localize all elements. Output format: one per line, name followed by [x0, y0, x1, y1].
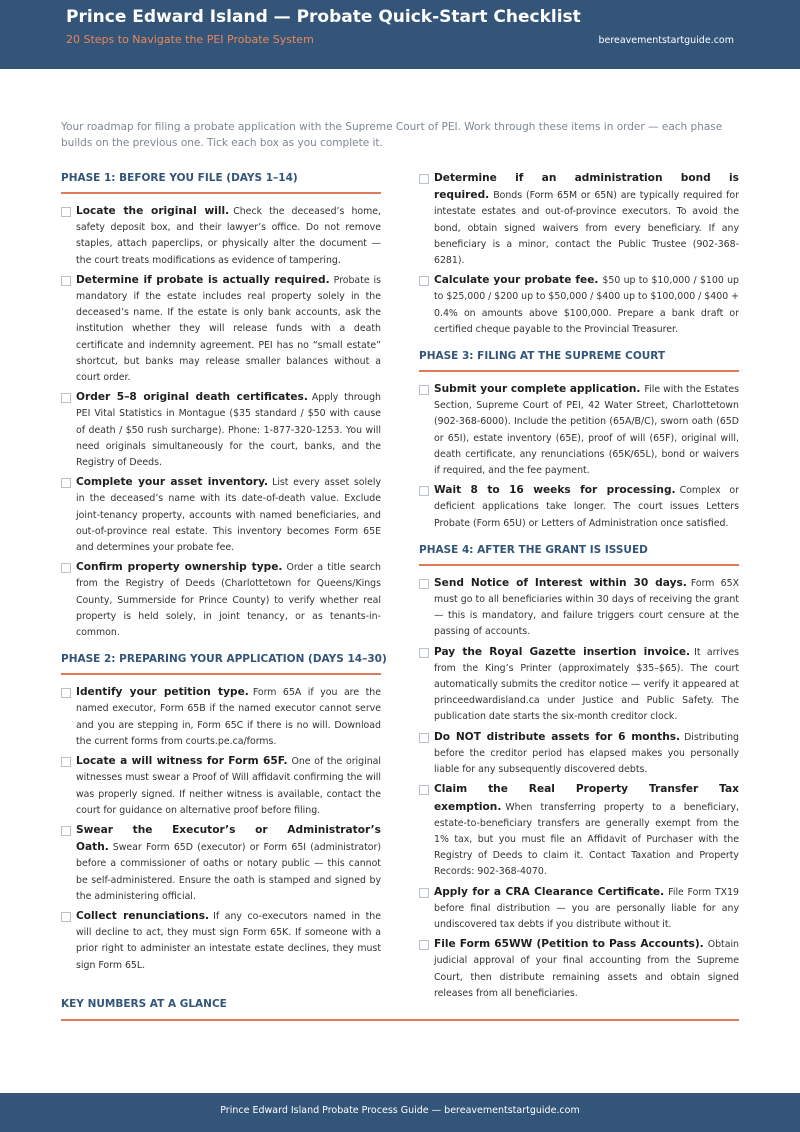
- item-title: Submit your complete application.: [434, 383, 641, 396]
- item-text: [434, 272, 739, 338]
- checkbox[interactable]: [61, 688, 71, 698]
- checkbox[interactable]: [61, 207, 71, 217]
- item-text: [434, 575, 739, 641]
- checklist-item: [61, 908, 381, 974]
- item-title: Complete your asset inventory.: [76, 476, 269, 489]
- checkbox[interactable]: [419, 579, 429, 589]
- checkbox[interactable]: [61, 757, 71, 767]
- page-header: [0, 0, 800, 69]
- item-description: Form 65X must go to all beneficiaries within 30 days of receiving the grant — this is mandatory, and failure triggers court censure at the passing of accounts.: [434, 577, 740, 638]
- checklist-item: [61, 684, 381, 750]
- item-description: Obtain judicial approval of your final accounting from the Supreme Court, then distribute remaining assets and obtain signed releases from all beneficiaries.: [434, 939, 739, 999]
- item-description: $50 up to $10,000 / $100 up to $25,000 / $200 up to $50,000 / $400 up to $100,000 / $400 + 0.4% on amounts above $100,000. Prepare a bank draft or certified cheque payable to the Provincial Treasurer.: [434, 275, 739, 335]
- checklist-item: [61, 272, 381, 386]
- item-title: Collect renunciations.: [76, 909, 210, 922]
- item-title: Confirm property ownership type.: [76, 561, 283, 574]
- checklist-item: [61, 474, 381, 556]
- checkbox[interactable]: [419, 785, 429, 795]
- item-description: Bonds (Form 65M or 65N) are typically required for intestate estates and out-of-province executors. To avoid the bond, obtain signed waivers from every beneficiary. If any beneficiary is a minor, contact the Public Trustee (902-368-6281).: [434, 190, 739, 267]
- checkbox[interactable]: [419, 733, 429, 743]
- item-title: Identify your petition type.: [76, 686, 249, 699]
- item-text: [76, 559, 381, 641]
- item-title: Send Notice of Interest within 30 days.: [434, 576, 687, 589]
- item-title: Swear the Executor’s or Administrator’s Oath.: [76, 823, 381, 854]
- item-title: Locate a will witness for Form 65F.: [76, 755, 288, 768]
- checklist-item: [419, 936, 739, 1002]
- phase-3-heading: PHASE 3: FILING AT THE SUPREME COURT: [419, 348, 739, 372]
- item-title: File Form 65WW (Petition to Pass Accounts).: [434, 938, 704, 951]
- item-description: Order a title search from the Registry of Deeds (Charlottetown for Queens/Kings County, Summerside for Prince County) to verify whether real property is held solely, in joint tenancy, or as tenants-in-common.: [76, 562, 381, 639]
- checkbox[interactable]: [419, 276, 429, 286]
- item-title: Do NOT distribute assets for 6 months.: [434, 730, 681, 743]
- checkbox[interactable]: [61, 393, 71, 403]
- checkbox[interactable]: [419, 940, 429, 950]
- item-title: Claim the Real Property Transfer Tax exemption.: [434, 783, 739, 813]
- item-text: [434, 884, 739, 934]
- checkbox[interactable]: [61, 563, 71, 573]
- item-description: It arrives from the King’s Printer (approximately $35–$65). The court automatically submits the creditor notice — verify it appeared at princeedwardisland.ca under Justice and Public Safety. The publication date starts the six-month creditor clock.: [434, 646, 739, 723]
- checkbox[interactable]: [419, 486, 429, 496]
- header-site-link[interactable]: bereavementstartguide.com: [598, 35, 734, 46]
- item-title: Wait 8 to 16 weeks for processing.: [434, 484, 676, 497]
- item-title: Calculate your probate fee.: [434, 274, 599, 287]
- checkbox[interactable]: [61, 478, 71, 488]
- item-text: [76, 753, 381, 819]
- checklist-item: [61, 203, 381, 269]
- item-text: [76, 684, 381, 750]
- item-description: Complex or deficient applications take longer. The court issues Letters Probate (Form 65U) or Letters of Administration once satisfied.: [434, 485, 739, 529]
- checkbox[interactable]: [419, 174, 429, 184]
- checklist-item: [61, 753, 381, 819]
- checklist-item: [419, 729, 739, 779]
- page-footer: Prince Edward Island Probate Process Guide — bereavementstartguide.com: [0, 1093, 800, 1132]
- phase-2-heading: PHASE 2: PREPARING YOUR APPLICATION (DAYS 14–30): [61, 651, 381, 675]
- page-subtitle: 20 Steps to Navigate the PEI Probate System: [66, 33, 314, 46]
- item-text: [434, 781, 739, 880]
- item-description: Apply through PEI Vital Statistics in Montague ($35 standard / $50 with cause of death / $50 rush surcharge). Phone: 1-877-320-1253. You will need originals simultaneously for the court, banks, and the Registry of Deeds.: [76, 392, 381, 469]
- right-column: [419, 170, 739, 1005]
- checklist-item: [419, 272, 739, 338]
- checkbox[interactable]: [419, 648, 429, 658]
- checklist-item: [419, 482, 739, 532]
- phase-4-heading: PHASE 4: AFTER THE GRANT IS ISSUED: [419, 542, 739, 566]
- checkbox[interactable]: [61, 912, 71, 922]
- checkbox[interactable]: [419, 888, 429, 898]
- checklist-item: [61, 559, 381, 641]
- intro-text: Your roadmap for filing a probate application with the Supreme Court of PEI. Work through these items in order — each phase builds on the previous one. Tick each box as you complete it.: [61, 121, 723, 149]
- item-text: [76, 389, 381, 471]
- checklist-item: [61, 822, 381, 905]
- item-description: Probate is mandatory if the estate includes real property solely in the deceased’s name. If the estate is only bank accounts, ask the institution whether they will release funds with a death certificate and indemnity agreement. PEI has no “small estate” shortcut, but banks may release smaller balances without a court order.: [76, 274, 381, 384]
- item-description: When transferring property to a beneficiary, estate-to-beneficiary transfers are generally exempt from the 1% tax, but you must file an Affidavit of Purchaser with the Registry of Deeds to claim it. Contact Taxation and Property Records: 902-368-4070.: [434, 801, 739, 878]
- item-text: [76, 272, 381, 386]
- checklist-item: [419, 575, 739, 641]
- checklist-item: [419, 170, 739, 269]
- item-text: [434, 729, 739, 779]
- item-title: Determine if probate is actually required.: [76, 273, 330, 286]
- checklist-item: [61, 389, 381, 471]
- item-title: Order 5–8 original death certificates.: [76, 391, 308, 404]
- item-text: [76, 822, 381, 905]
- item-description: One of the original witnesses must swear a Proof of Will affidavit confirming the will was properly signed. If neither witness is available, contact the court for guidance on alternative proof before filing.: [76, 756, 381, 816]
- item-text: [434, 170, 739, 269]
- checklist-item: [419, 381, 739, 479]
- page-title: Prince Edward Island — Probate Quick-Start Checklist: [66, 7, 581, 27]
- item-text: [434, 482, 739, 532]
- item-title: Apply for a CRA Clearance Certificate.: [434, 885, 665, 898]
- key-numbers-heading: KEY NUMBERS AT A GLANCE: [61, 998, 739, 1021]
- item-description: Form 65A if you are the named executor, Form 65B if the named executor cannot serve and you are stepping in, Form 65C if there is no will. Download the current forms from courts.pe.ca/forms.: [76, 687, 381, 747]
- item-title: Pay the Royal Gazette insertion invoice.: [434, 645, 691, 658]
- item-text: [434, 936, 739, 1002]
- checkbox[interactable]: [61, 276, 71, 286]
- checklist-item: [419, 781, 739, 880]
- phase-1-heading: PHASE 1: BEFORE YOU FILE (DAYS 1–14): [61, 170, 381, 194]
- item-description: File Form TX19 before final distribution — you are personally liable for any undiscovered tax debts if you distribute without it.: [434, 886, 739, 930]
- item-description: If any co-executors named in the will decline to act, they must sign Form 65K. If someone with a prior right to administer an intestate estate declines, they must sign Form 65L.: [76, 910, 381, 971]
- item-title: Locate the original will.: [76, 205, 230, 217]
- item-description: Check the deceased’s home, safety deposit box, and their lawyer’s office. Do not remove staples, attach paperclips, or physically alter the document — the court treats modifications as evidence of tampering.: [76, 206, 382, 266]
- item-description: File with the Estates Section, Supreme Court of PEI, 42 Water Street, Charlottetown (902-368-6000). Include the petition (65A/B/C), sworn oath (65D or 65I), estate inventory (65E), proof of will (65F), original will, death certificate, any renunciations (65K/65L), bond or waivers if required, and the fee payment.: [434, 384, 739, 477]
- checkbox[interactable]: [419, 385, 429, 395]
- checklist-item: [419, 884, 739, 934]
- item-text: [76, 474, 381, 556]
- item-text: [76, 908, 381, 974]
- item-description: Distributing before the creditor period has elapsed makes you personally liable for any subsequently discovered debts.: [434, 731, 739, 776]
- left-column: [61, 170, 387, 977]
- item-title: Determine if an administration bond is required.: [434, 172, 739, 202]
- checklist-item: [419, 644, 739, 726]
- item-text: [76, 203, 381, 269]
- item-description: List every asset solely in the deceased’s name with its date-of-death value. Exclude joint-tenancy property, accounts with named beneficiaries, and out-of-province real estate. This inventory becomes Form 65E and determines your probate fee.: [76, 477, 382, 554]
- checkbox[interactable]: [61, 826, 71, 836]
- item-text: [434, 381, 739, 479]
- item-text: [434, 644, 739, 726]
- item-description: Swear Form 65D (executor) or Form 65I (administrator) before a commissioner of oaths or notary public — this cannot be self-administered. Ensure the oath is stamped and signed by the administering official.: [76, 842, 381, 902]
